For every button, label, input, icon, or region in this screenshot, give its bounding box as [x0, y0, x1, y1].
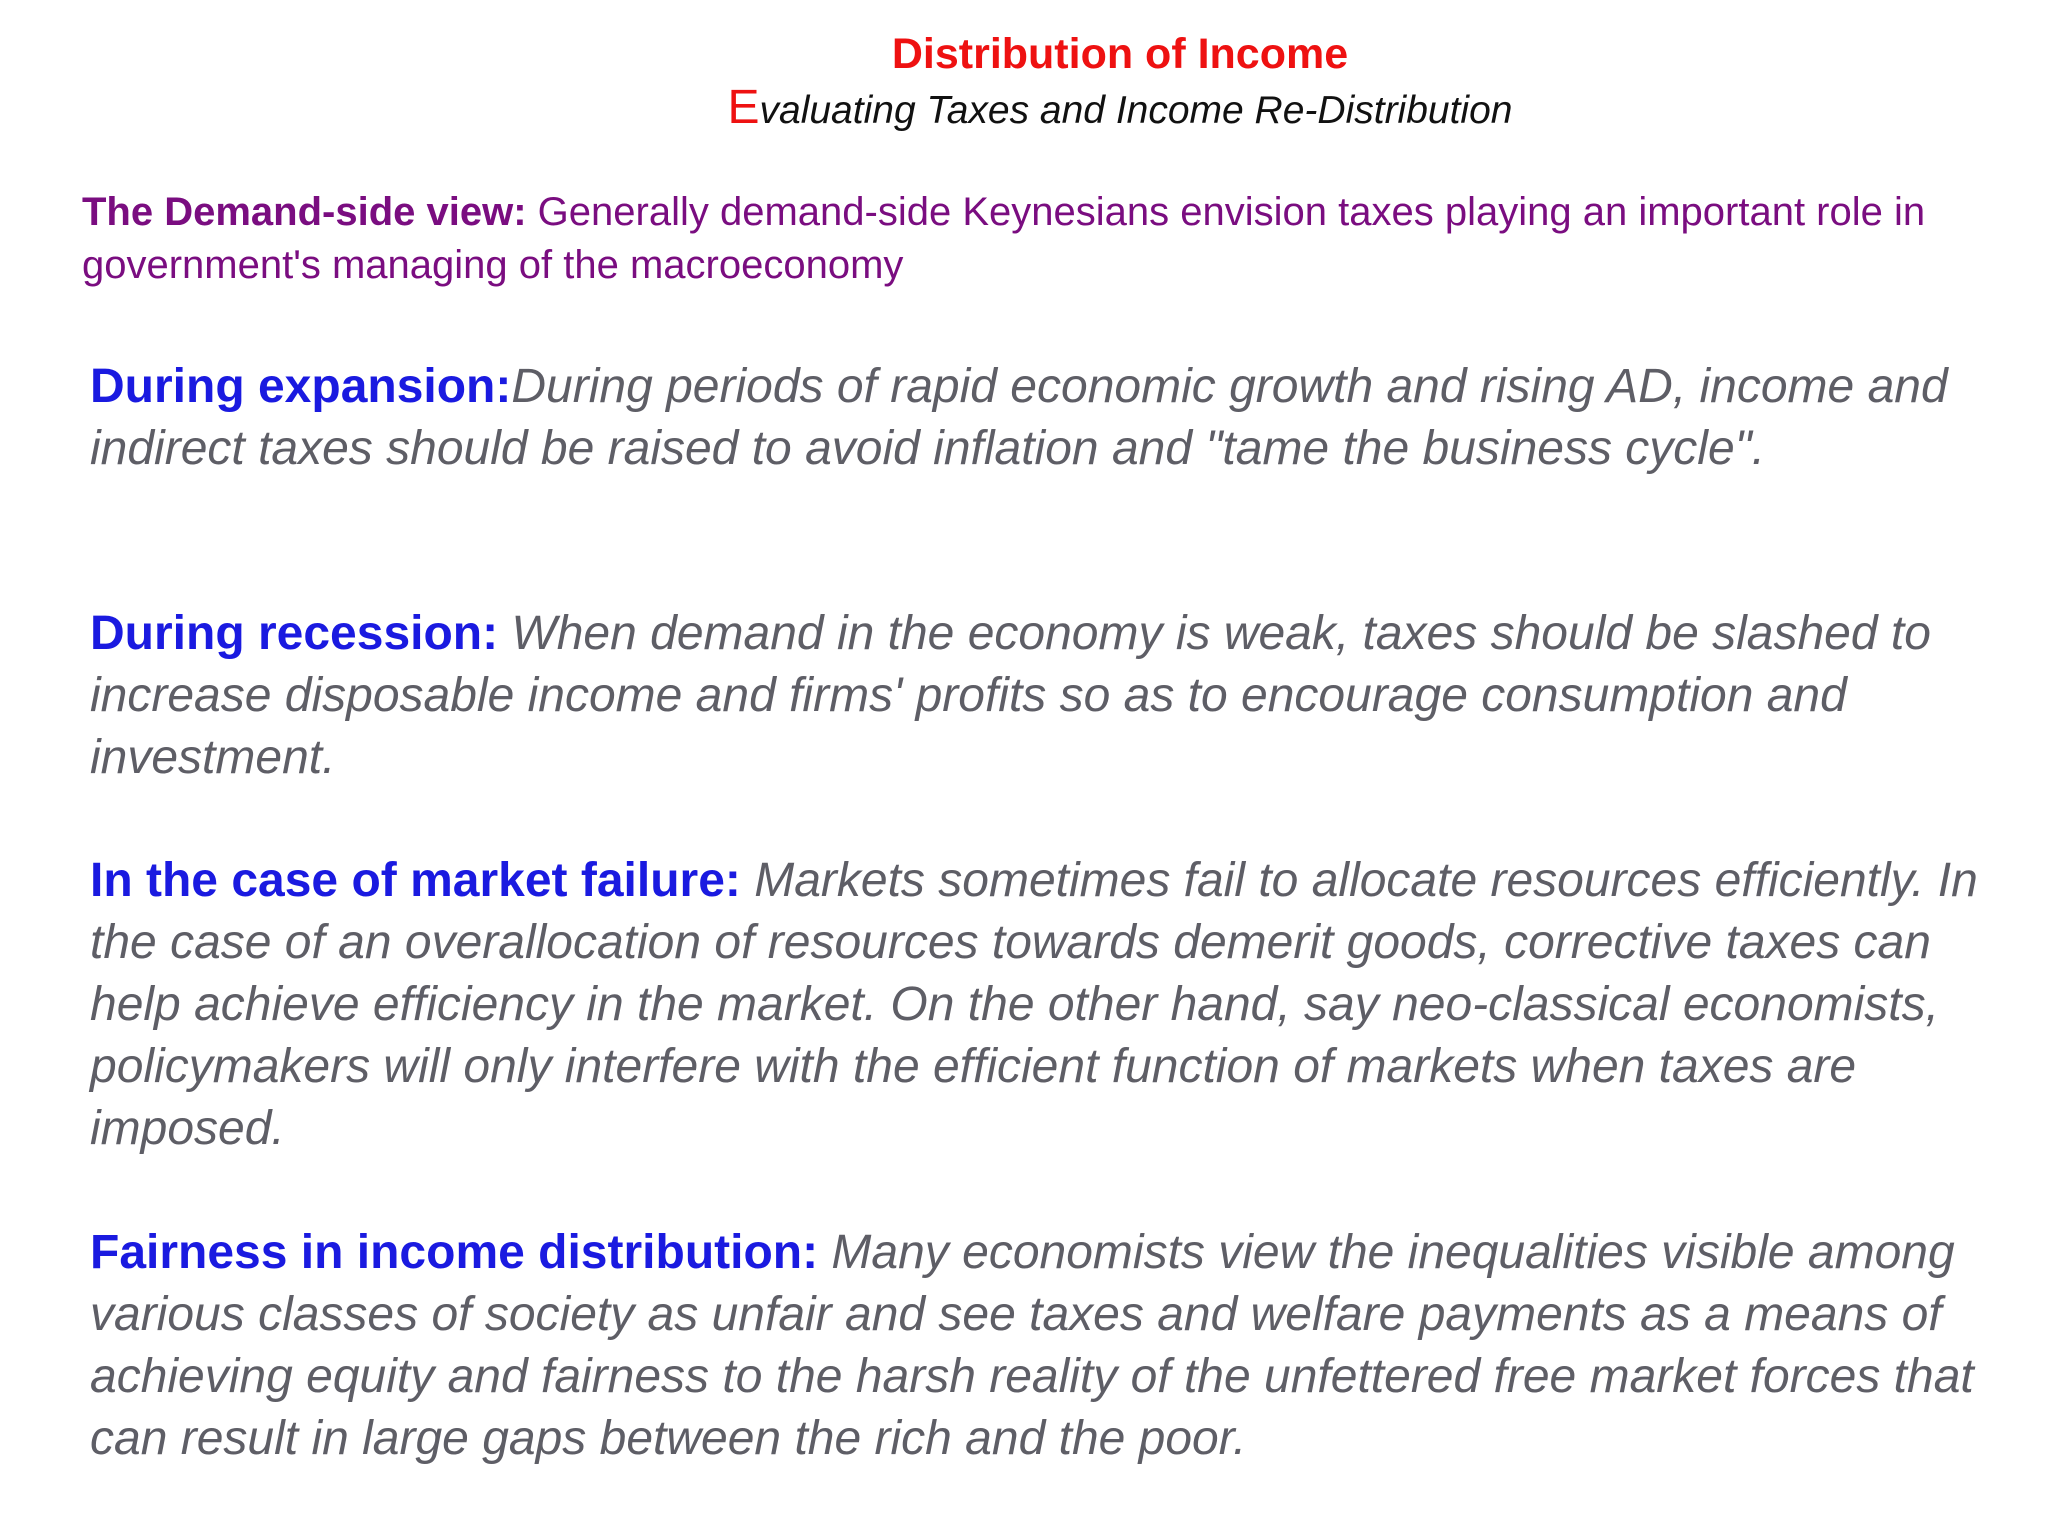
section-body: Markets sometimes fail to allocate resources efficiently. In the case of an overallocation of resources towards demerit goods, corrective taxes can help achieve efficiency in the market. On the other hand, say neo-classical economists, policymakers will only interfere with the efficient function of markets when taxes are imposed. [90, 854, 1978, 1155]
section-market-failure [90, 850, 2020, 1160]
section-expansion [90, 356, 2020, 480]
subtitle-initial: E [727, 81, 760, 134]
section-heading: Fairness in income distribution: [90, 1226, 819, 1279]
slide-title: Distribution of Income [891, 30, 1349, 78]
slide-subtitle [0, 82, 2048, 137]
section-body: During periods of rapid economic growth and rising AD, income and indirect taxes should be raised to avoid inflation and "tame the business cycle". [90, 360, 1948, 475]
intro-text: Generally demand-side Keynesians envision taxes playing an important role in government's managing of the macroeconomy [82, 190, 1926, 287]
section-heading: During expansion: [90, 360, 512, 413]
subtitle-text: valuating Taxes and Income Re-Distribution [759, 89, 1513, 132]
intro-paragraph [82, 186, 1982, 292]
section-heading: In the case of market failure: [90, 854, 741, 907]
section-heading: During recession: [90, 607, 499, 660]
section-body: When demand in the economy is weak, taxes should be slashed to increase disposable income and firms' profits so as to encourage consumption and investment. [90, 607, 1931, 784]
section-recession [90, 603, 2020, 789]
section-body: Many economists view the inequalities visible among various classes of society as unfair and see taxes and welfare payments as a means of achieving equity and fairness to the harsh reality of the unfettered free market forces that can result in large gaps between the rich and the poor. [90, 1226, 1974, 1465]
intro-lead: The Demand-side view: [82, 190, 527, 234]
section-fairness [90, 1222, 2020, 1470]
